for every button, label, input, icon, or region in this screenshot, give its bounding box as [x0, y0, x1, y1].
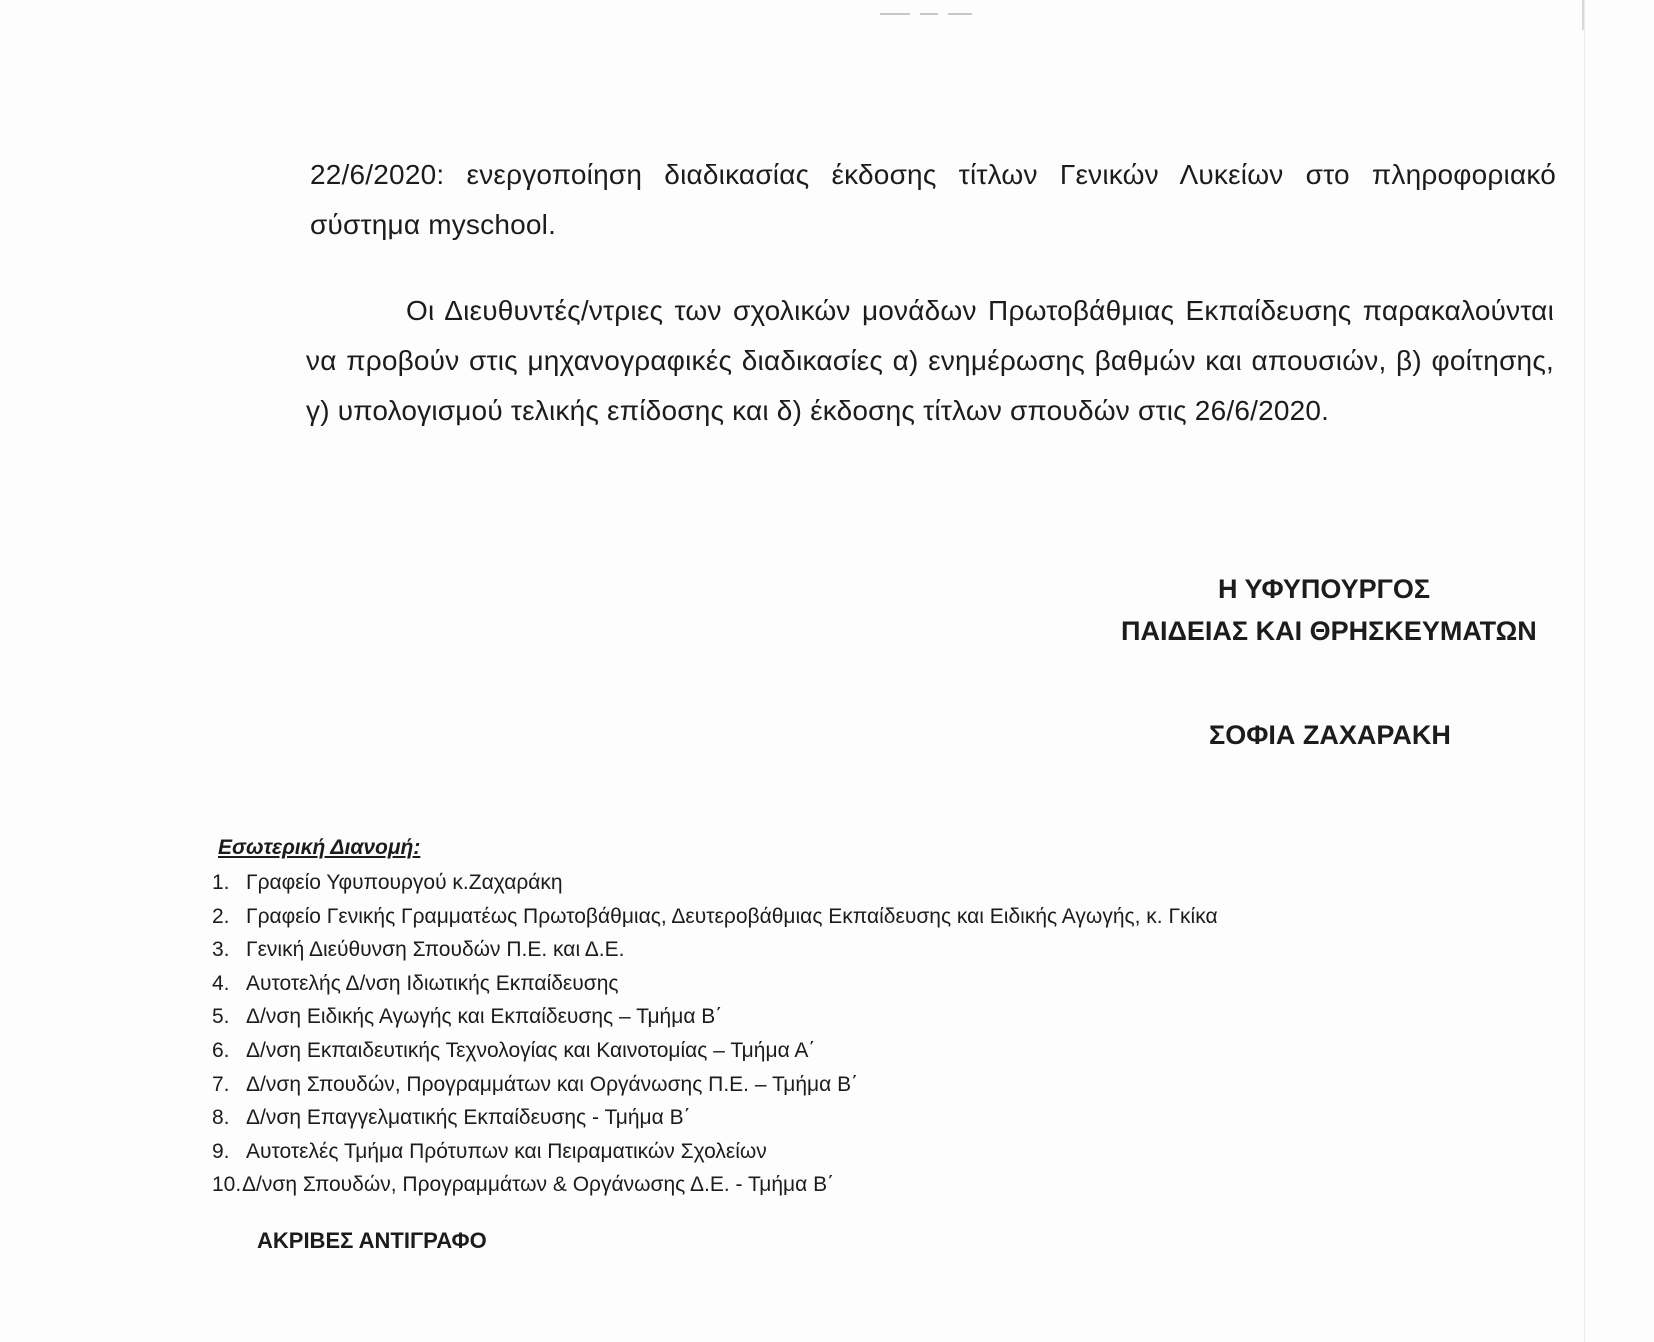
list-item: [212, 866, 1362, 900]
distribution-list: [212, 866, 1362, 1202]
list-item-text: Δ/νση Εκπαιδευτικής Τεχνολογίας και Καινοτομίας – Τμήμα Α΄: [246, 1038, 816, 1062]
list-item-text: Γραφείο Υφυπουργού κ.Ζαχαράκη: [246, 871, 563, 894]
signature-title-line1: Η ΥΦΥΠΟΥΡΓΟΣ: [1218, 574, 1431, 604]
list-item-number: 3.: [212, 938, 230, 962]
list-item-number: 6.: [212, 1038, 230, 1062]
list-item: [212, 1034, 1362, 1068]
scan-edge-mark: [1582, 0, 1584, 30]
list-item-number: 4.: [212, 971, 230, 995]
list-item: [212, 1000, 1362, 1034]
list-item-number: 1.: [212, 871, 230, 894]
signature-title-line2: ΠΑΙΔΕΙΑΣ ΚΑΙ ΘΡΗΣΚΕΥΜΑΤΩΝ: [1121, 616, 1537, 646]
list-item: [212, 1101, 1362, 1135]
list-item: [212, 1168, 1362, 1202]
list-item-text: Αυτοτελές Τμήμα Πρότυπων και Πειραματικών Σχολείων: [246, 1139, 767, 1163]
list-item-text: Γενική Διεύθυνση Σπουδών Π.Ε. και Δ.Ε.: [246, 938, 625, 962]
list-item-number: 9.: [212, 1139, 230, 1163]
paragraph-activation-date: 22/6/2020: ενεργοποίηση διαδικασίας έκδοσης τίτλων Γενικών Λυκείων στο πληροφοριακό σύστημα myschool.: [310, 159, 1556, 240]
list-item-number: 2.: [212, 904, 230, 928]
list-item-text: Αυτοτελής Δ/νση Ιδιωτικής Εκπαίδευσης: [246, 971, 619, 995]
scan-edge-line: [1584, 0, 1585, 1342]
list-item-text: Γραφείο Γενικής Γραμματέως Πρωτοβάθμιας, Δευτεροβάθμιας Εκπαίδευσης και Ειδικής Αγωγής, κ. Γκίκα: [246, 904, 1218, 928]
paragraph-directors-instructions: Οι Διευθυντές/ντριες των σχολικών μονάδων Πρωτοβάθμιας Εκπαίδευσης παρακαλούνται να προβούν στις μηχανογραφικές διαδικασίες α) ενημέρωσης βαθμών και απουσιών, β) φοίτησης, γ) υπολογισμού τελικής επίδοσης και δ) έκδοσης τίτλων σπουδών στις 26/6/2020.: [306, 295, 1554, 426]
list-item: [212, 1068, 1362, 1102]
list-item: [212, 933, 1362, 967]
list-item-text: Δ/νση Ειδικής Αγωγής και Εκπαίδευσης – Τμήμα Β΄: [246, 1005, 723, 1029]
distribution-heading: Εσωτερική Διανομή:: [218, 836, 421, 859]
signature-name: ΣΟΦΙΑ ΖΑΧΑΡΑΚΗ: [1209, 720, 1451, 750]
list-item: [212, 1135, 1362, 1169]
scan-top-marks: [880, 2, 1000, 6]
list-item-number: 7.: [212, 1072, 230, 1096]
list-item-number: 5.: [212, 1005, 230, 1029]
list-item-number: 8.: [212, 1106, 230, 1130]
list-item-number: 10.: [212, 1173, 242, 1197]
list-item-text: Δ/νση Σπουδών, Προγραμμάτων & Οργάνωσης Δ.Ε. - Τμήμα Β΄: [242, 1173, 835, 1197]
list-item: [212, 967, 1362, 1001]
certified-copy-label: ΑΚΡΙΒΕΣ ΑΝΤΙΓΡΑΦΟ: [257, 1228, 487, 1253]
list-item: [212, 900, 1362, 934]
list-item-text: Δ/νση Σπουδών, Προγραμμάτων και Οργάνωσης Π.Ε. – Τμήμα Β΄: [246, 1072, 859, 1096]
list-item-text: Δ/νση Επαγγελματικής Εκπαίδευσης - Τμήμα Β΄: [246, 1106, 691, 1130]
